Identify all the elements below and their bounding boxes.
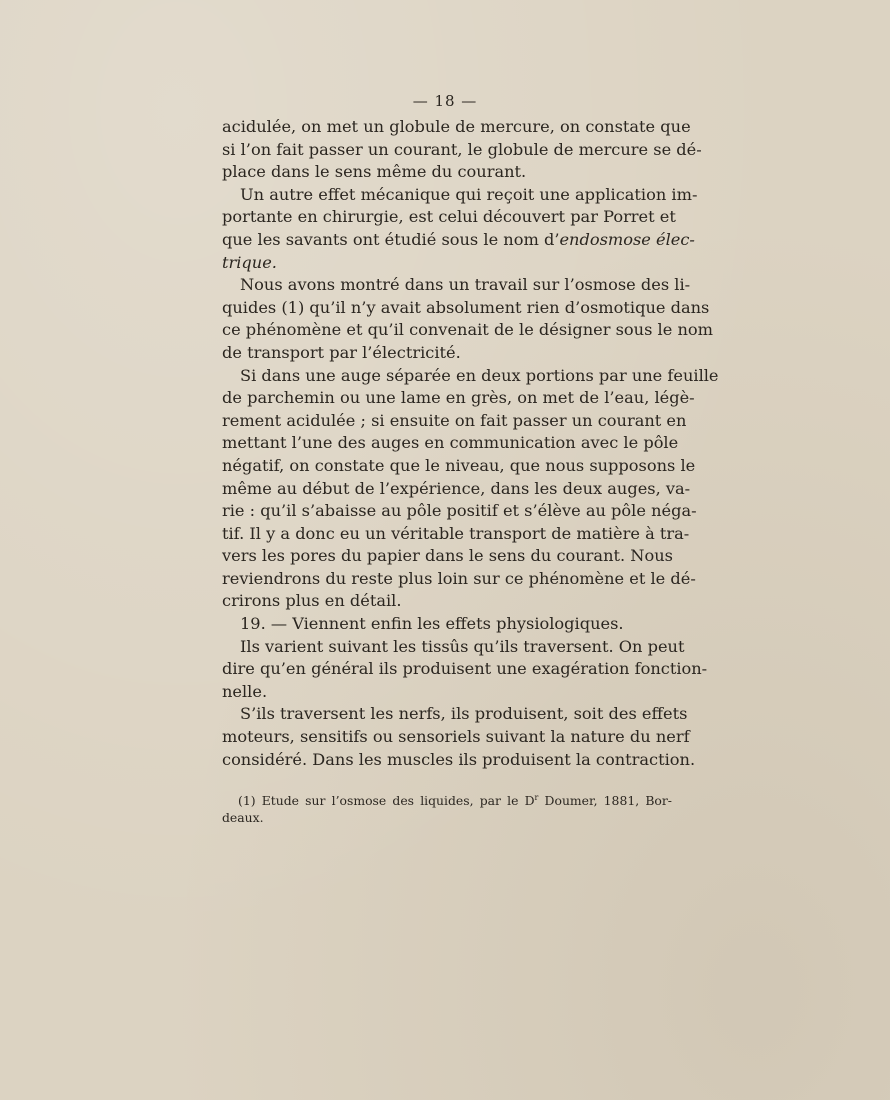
text-line: acidulée, on met un globule de mercure, on constate que [222,117,691,136]
text-segment: endosmose élec- [559,229,695,249]
text-line: mettant l’une des auges en communication avec le pôle [222,433,679,453]
footnote-line [222,792,672,809]
text-line: moteurs, sensitifs ou sensoriels suivant la nature du nerf [222,727,690,747]
text-segment: que les savants ont étudié sous le nom d’ [222,229,560,249]
text-line: 19. — Viennent enfin les effets physiologiques. [240,614,624,634]
text-line: même au début de l’expérience, dans les deux auges, va- [222,478,691,498]
text-line: crirons plus en détail. [222,591,402,611]
footnote [222,792,672,826]
text-line: place dans le sens même du courant. [222,162,527,182]
footnote-superscript: r [534,792,539,802]
footnote-text: (1) Etude sur l’osmose des liquides, par le D [238,793,535,808]
text-line: négatif, on constate que le niveau, que nous supposons le [222,455,696,475]
text-line: si l’on fait passer un courant, le globule de mercure se dé- [222,139,702,159]
text-line: rement acidulée ; si ensuite on fait passer un courant en [222,410,687,430]
footnote-line: deaux. [222,810,264,825]
text-line: quides (1) qu’il n’y avait absolument rien d’osmotique dans [222,297,710,317]
text-line: vers les pores du papier dans le sens du courant. Nous [222,546,673,566]
text-line: Un autre effet mécanique qui reçoit une application im- [240,184,698,204]
body-text [222,116,719,771]
footnote-text: Doumer, 1881, Bor- [538,793,672,808]
page-number: — 18 — [412,92,478,110]
text-line: trique. [222,252,277,272]
text-line: Nous avons montré dans un travail sur l’osmose des li- [240,275,691,295]
text-line: rie : qu’il s’abaisse au pôle positif et s’élève au pôle néga- [222,501,697,521]
text-line: nelle. [222,681,268,701]
text-line: S’ils traversent les nerfs, ils produisent, soit des effets [240,704,688,724]
text-line [222,229,695,252]
text-line: Ils varient suivant les tissûs qu’ils traversent. On peut [240,636,685,656]
text-line: dire qu’en général ils produisent une exagération fonction- [222,659,708,679]
text-line: Si dans une auge séparée en deux portions par une feuille [240,365,719,385]
text-line: tif. Il y a donc eu un véritable transport de matière à tra- [222,523,690,543]
text-line: reviendrons du reste plus loin sur ce phénomène et le dé- [222,568,696,588]
text-line: de parchemin ou une lame en grès, on met de l’eau, légè- [222,388,695,408]
text-line: portante en chirurgie, est celui découvert par Porret et [222,207,676,227]
text-line: ce phénomène et qu’il convenait de le désigner sous le nom [222,320,713,340]
text-line: considéré. Dans les muscles ils produisent la contraction. [222,749,696,769]
text-line: de transport par l’électricité. [222,342,461,362]
